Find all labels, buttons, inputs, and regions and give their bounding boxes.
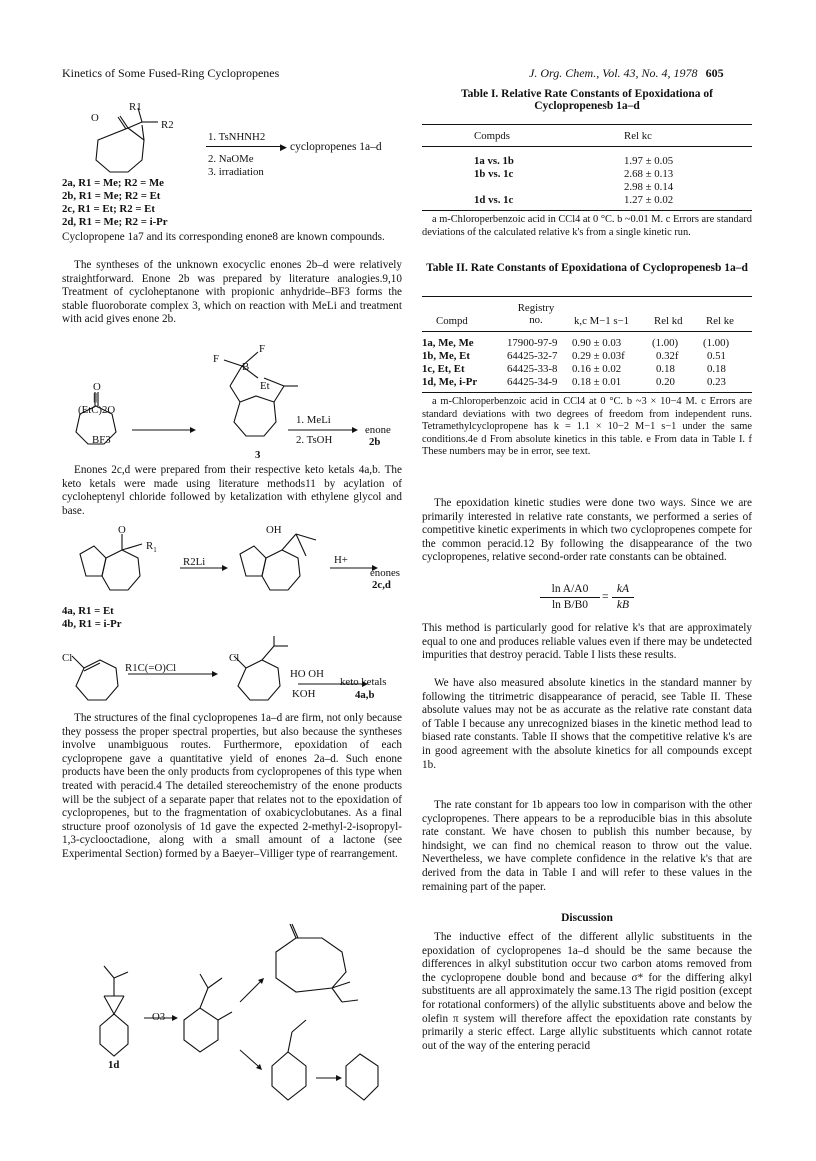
table-row: 1c, Et, Et: [422, 363, 465, 375]
table-row: 1a, Me, Me: [422, 337, 474, 349]
table-cell: (1.00): [703, 337, 730, 349]
compound-2d: 2d, R1 = Me; R2 = i-Pr: [62, 216, 168, 228]
table-2-header-relkd: Rel kd: [654, 315, 683, 327]
equation-denominator: ln B/B0: [551, 599, 589, 611]
paragraph-rate-constant-1b: The rate constant for 1b appears too low in comparison with the other cyclopropenes. There appears to be a reproducible bias in this absolute rate constant. We have chosen to publish this number because, by hindsight, we can find no chemical reason to throw out the value. Nevertheless, we have complete confidence in the relative k's that are derived from the data in Table I and will refer to these values in the remaining part of the paper.: [422, 799, 752, 893]
scheme-3-structures: [62, 520, 402, 604]
paragraph-absolute-kinetics: We have also measured absolute kinetics in the standard manner by following the titrimetric disappearance of peracid, see Table II. These absolute values may not be as accurate as the relative rate constant data of Table I because any unrecognized biases in the kinetic method lead to biased rate constants. Table II shows that the competitive relative k's are in good agreement with the absolute kinetics for all compounds except 1b.: [422, 677, 752, 771]
table-cell: 0.20: [656, 376, 675, 388]
scheme-1-step-2: 2. NaOMe: [208, 153, 254, 165]
scheme-2-step-1: 1. MeLi: [296, 414, 331, 426]
paragraph-cyclopropene-1a: Cyclopropene 1a7 and its corresponding enone8 are known compounds.: [62, 231, 385, 243]
paragraph-method: This method is particularly good for relative k's that are approximately equal to one and produces reliable values even if there may be undetected impurities that destroy peracid. Table I lists these results.: [422, 622, 752, 662]
chloro-label-1: Cl: [62, 652, 73, 664]
table-1-footnote: a m-Chloroperbenzoic acid in CCl4 at 0 °C. b ~0.01 M. c Errors are standard deviations of the calculated relative k's from a single kinetic run.: [422, 214, 752, 238]
equation-numerator: ln A/A0: [551, 583, 589, 595]
table-cell: 2.98 ± 0.14: [624, 181, 674, 193]
table-1-top-rule: [422, 124, 752, 125]
oxygen-label: O: [91, 112, 99, 124]
table-1-header-relk: Rel kc: [624, 130, 652, 142]
table-cell: 0.18: [656, 363, 675, 375]
paragraph-enones-2cd: Enones 2c,d were prepared from their respective keto ketals 4a,b. The keto ketals were made using literature methods11 by acylation of cycloheptenyl chloride followed by ketalization with ethylene glycol and base.: [62, 464, 402, 517]
table-1-header-compds: Compds: [474, 130, 510, 142]
fluorine-label-1: F: [213, 353, 220, 365]
reagent-r2li: R2Li: [183, 556, 206, 568]
page-number: 605: [705, 66, 724, 80]
table-2-header-compd: Compd: [436, 315, 468, 327]
scheme-2-step-2: 2. TsOH: [296, 434, 333, 446]
table-2-header-rule: [422, 331, 752, 332]
scheme-1-step-3: 3. irradiation: [208, 166, 264, 178]
compound-1d-label: 1d: [108, 1059, 120, 1071]
table-2-header-relke: Rel ke: [706, 315, 734, 327]
compound-2b: 2b, R1 = Me; R2 = Et: [62, 190, 161, 202]
table-1-bottom-rule: [422, 210, 752, 211]
table-row: 1d, Me, i-Pr: [422, 376, 478, 388]
compounds-2cd-label: 2c,d: [372, 579, 391, 591]
reagent-acyl-chloride: R1C(=O)Cl: [125, 662, 177, 674]
section-heading-discussion: Discussion: [561, 912, 613, 924]
ethyl-label: Et: [260, 380, 270, 392]
chloro-label-2: Cl: [229, 652, 240, 664]
reagent-ethylene-glycol: HO OH: [290, 668, 324, 680]
r2-label: R2: [161, 119, 174, 131]
reagent-bf3: BF3: [92, 434, 111, 446]
paragraph-discussion: The inductive effect of the different allylic substituents in the epoxidation of cyclopropenes 1a–d should be the same because the differences in alkyl substitution occur two carbon atoms removed from the cyclopropene double bond and because σ* for the differing alkyl substituents are all approximately the same.13 The rigid position (except for rotational conformers) of the allylic substituents above and below the olefin π system will therefore affect the epoxidation rate constants by primarily a steric effect. Large allylic substituents which cannot rotate out of the way of the entering peracid: [422, 931, 752, 1052]
table-cell: 1.27 ± 0.02: [624, 194, 674, 206]
scheme-2-structures: [62, 342, 402, 462]
table-cell: 0.18: [707, 363, 726, 375]
compound-4b: 4b, R1 = i-Pr: [62, 618, 122, 630]
table-cell: 0.23: [707, 376, 726, 388]
boron-label: B: [242, 361, 250, 373]
paragraph-structures-final: The structures of the final cyclopropenes 1a–d are firm, not only because they possess the proper spectral properties, but also because the syntheses involve unambiguous routes. Furthermore, epoxidation of each cyclopropene gave a quantitative yield of enones 2a–d. Such enone products have been the only products from cyclopropenes of this type when treated with peracid.4 The detailed stereochemistry of the enone products will be the subject of a separate paper that relates not to the epoxidation of cyclopropenes, but to the fragmentation of oxabicyclobutanes. As a final structure proof ozonolysis of 1d gave the expected 2-methyl-2-isopropyl-1,3-cyclooctadione, along with a small amount of a lactone (see Experimental Section) formed by a Baeyer–Villiger type of rearrangement.: [62, 712, 402, 860]
table-cell: 17900-97-9: [507, 337, 558, 349]
table-cell: 0.51: [707, 350, 726, 362]
reagent-koh: KOH: [292, 688, 316, 700]
compound-2c: 2c, R1 = Et; R2 = Et: [62, 203, 155, 215]
table-2-footnote: a m-Chloroperbenzoic acid in CCl4 at 0 °C. b ~3 × 10−4 M. c Errors are standard deviations with two degrees of freedom from independent runs. Tetramethylcyclopropene has k = 1.1 × 10−2 M−1 s−1 under the same conditions.4e d From absolute kinetics in this table. e From data in Table I. f These numbers may be in error, see text.: [422, 396, 752, 458]
equation-ka: kA: [616, 583, 630, 595]
table-cell: 64425-33-8: [507, 363, 558, 375]
table-cell: 2.68 ± 0.13: [624, 168, 674, 180]
acid-h-plus: H+: [334, 554, 348, 566]
equation-kb: kB: [616, 599, 630, 611]
table-row: 1b, Me, Et: [422, 350, 470, 362]
table-cell: (1.00): [652, 337, 679, 349]
table-1-title: Table I. Relative Rate Constants of Epoxidationa of Cyclopropenesb 1a–d: [461, 88, 713, 112]
paragraph-syntheses: The syntheses of the unknown exocyclic enones 2b–d were relatively straightforward. Enone 2b was prepared by literature analogies.9,10 Treatment of cycloheptanone with propionic anhydride–BF3 forms the stable fluoroborate complex 3, which on reaction with MeLi and treatment with acid gives enone 2b.: [62, 259, 402, 326]
compound-2b-label: 2b: [369, 436, 381, 448]
table-cell: 0.18 ± 0.01: [572, 376, 622, 388]
reagent-propionic-anhydride: (EtC)2O: [78, 404, 116, 416]
table-cell: 64425-32-7: [507, 350, 558, 362]
scheme-4-product: keto ketals: [340, 676, 387, 688]
scheme-1-product: cyclopropenes 1a–d: [290, 141, 382, 153]
table-2-header-k: k,c M−1 s−1: [574, 315, 630, 327]
scheme-1-step-1: 1. TsNHNH2: [208, 131, 266, 143]
table-cell: 0.16 ± 0.02: [572, 363, 622, 375]
journal-citation: J. Org. Chem., Vol. 43, No. 4, 1978 605: [529, 66, 724, 80]
table-cell: 0.90 ± 0.03: [572, 337, 622, 349]
table-cell: 0.32f: [656, 350, 679, 362]
complex-3-label: 3: [255, 449, 261, 461]
table-cell: 64425-34-9: [507, 376, 558, 388]
table-cell: 0.29 ± 0.03f: [572, 350, 625, 362]
compounds-4ab-label: 4a,b: [355, 689, 375, 701]
paragraph-kinetic-studies: The epoxidation kinetic studies were done two ways. Since we are primarily interested in relative rate constants, we performed a series of competitive kinetic experiments in which two cyclopropenes compete for the common peracid.12 By following the disappearance of the two cyclopropenes, relative second-order rate constants can be obtained.: [422, 497, 752, 564]
hydroxyl-label: OH: [266, 524, 282, 536]
scheme-3-product: enones: [370, 567, 400, 579]
table-2-bottom-rule: [422, 392, 752, 393]
table-row: 1a vs. 1b: [474, 155, 514, 167]
compound-2a: 2a, R1 = Me; R2 = Me: [62, 177, 164, 189]
scheme-5-ozonolysis: [80, 916, 380, 1116]
table-row: 1b vs. 1c: [474, 168, 514, 180]
reagent-ozone: O3: [152, 1011, 166, 1023]
r1-label: R1: [129, 101, 142, 113]
scheme-2-product: enone: [365, 424, 391, 436]
table-2-top-rule: [422, 296, 752, 297]
compound-4a: 4a, R1 = Et: [62, 605, 114, 617]
table-1-header-rule: [422, 146, 752, 147]
table-row: 1d vs. 1c: [474, 194, 514, 206]
table-2-title: Table II. Rate Constants of Epoxidationa of Cyclopropenesb 1a–d: [426, 262, 748, 274]
fluorine-label-2: F: [259, 343, 266, 355]
table-2-header-registry: Registry no.: [517, 302, 555, 327]
table-cell: 1.97 ± 0.05: [624, 155, 674, 167]
running-header: Kinetics of Some Fused-Ring Cyclopropenes: [62, 66, 280, 80]
scheme-1-arrow: [206, 146, 284, 147]
scheme-4-structures: [62, 636, 402, 706]
